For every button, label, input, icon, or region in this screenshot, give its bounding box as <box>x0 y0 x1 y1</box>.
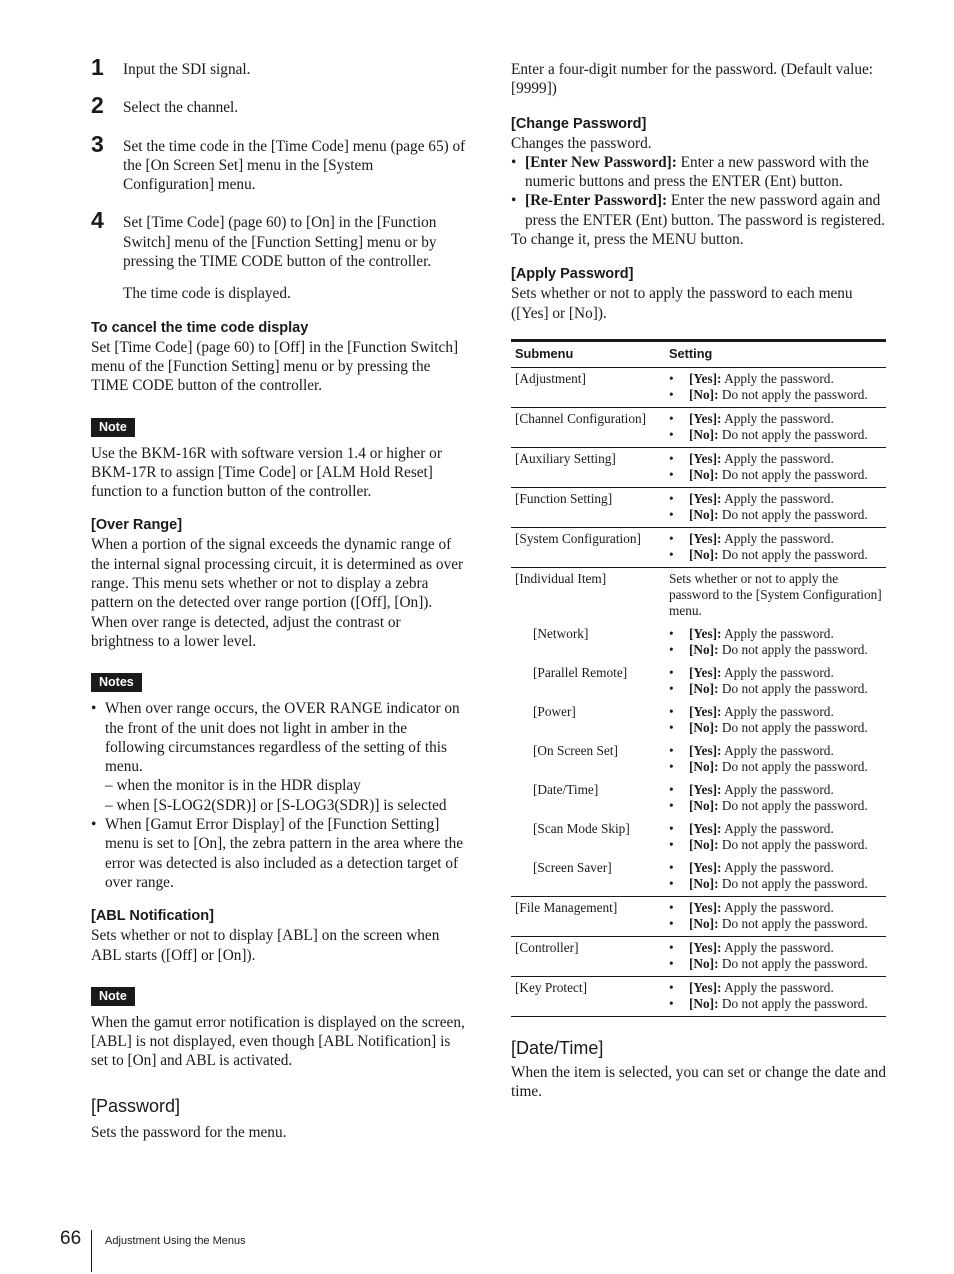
option-yes: • [Yes]: Apply the password. <box>669 821 882 837</box>
option-yes: • [Yes]: Apply the password. <box>669 371 882 387</box>
table-cell-submenu: [Date/Time] <box>533 781 599 797</box>
option-no: • [No]: Do not apply the password. <box>669 996 882 1012</box>
step-text: Set the time code in the [Time Code] menu (page 65) of the [On Screen Set] menu in the [System Configuration] menu. <box>123 137 466 194</box>
step-text: Set [Time Code] (page 60) to [On] in the [Function Switch] menu of the [Function Setting] menu or by pressing the TIME CODE button of the controller. <box>123 214 437 271</box>
step-result: The time code is displayed. <box>123 285 291 303</box>
over-range-text: When a portion of the signal exceeds the dynamic range of the internal signal processing circuit, it is determined as over range. This menu sets whether or not to display a zebra pattern on the detected over range portion ([Off], [On]). <box>91 536 464 612</box>
change-password-list <box>511 153 887 230</box>
footer-section-title: Adjustment Using the Menus <box>105 1235 246 1247</box>
option-yes: • [Yes]: Apply the password. <box>669 704 882 720</box>
step-text: Select the channel. <box>123 99 239 117</box>
step-text: Input the SDI signal. <box>123 61 251 78</box>
table-cell-submenu: [Adjustment] <box>511 367 665 407</box>
option-no: • [No]: Do not apply the password. <box>669 837 882 853</box>
note-badge: Note <box>91 987 135 1006</box>
table-row <box>511 367 886 407</box>
date-time-text: When the item is selected, you can set or change the date and time. <box>511 1063 887 1101</box>
date-time-heading: [Date/Time] <box>511 1037 604 1058</box>
option-no: • [No]: Do not apply the password. <box>669 547 882 563</box>
abl-text: Sets whether or not to display [ABL] on the screen when ABL starts ([Off] or [On]). <box>91 927 440 964</box>
apply-password-text: Sets whether or not to apply the password to each menu ([Yes] or [No]). <box>511 285 853 322</box>
list-item: • [Re-Enter Password]: Enter the new password again and press the ENTER (Ent) button. The password is registered. <box>511 191 887 230</box>
note-text: When the gamut error notification is displayed on the screen, [ABL] is not displayed, even though [ABL Notification] is set to [On] and ABL is activated. <box>91 1013 465 1070</box>
change-password-heading: [Change Password] <box>511 115 647 132</box>
over-range-heading: [Over Range] <box>91 517 183 534</box>
table-cell-setting <box>665 779 886 818</box>
table-header-submenu: Submenu <box>511 340 665 367</box>
table-cell-setting <box>665 527 886 567</box>
option-yes: • [Yes]: Apply the password. <box>669 743 882 759</box>
table-header-setting: Setting <box>665 340 886 367</box>
table-cell-submenu: [Key Protect] <box>511 976 665 1016</box>
table-row <box>511 857 886 897</box>
password-heading: [Password] <box>91 1095 181 1116</box>
option-yes: • [Yes]: Apply the password. <box>669 665 882 681</box>
option-no: • [No]: Do not apply the password. <box>669 427 882 443</box>
footer-divider <box>91 1230 92 1272</box>
list-item: • When [Gamut Error Display] of the [Function Setting] menu is set to [On], the zebra pattern in the area where the error was detected is also included as a detection target of over range. <box>91 815 467 892</box>
cancel-text: Set [Time Code] (page 60) to [Off] in the [Function Switch] menu of the [Function Setting] menu or by pressing the TIME CODE button of the controller. <box>91 338 459 395</box>
step-number: 4 <box>91 207 104 234</box>
step-4 <box>91 207 467 303</box>
note-badge: Note <box>91 418 135 437</box>
option-no: • [No]: Do not apply the password. <box>669 467 882 483</box>
table-cell-submenu: [Scan Mode Skip] <box>533 820 630 836</box>
table-row <box>511 896 886 936</box>
table-cell-submenu: [System Configuration] <box>511 527 665 567</box>
table-row <box>511 527 886 567</box>
table-cell-setting <box>665 407 886 447</box>
table-row <box>511 779 886 818</box>
option-no: • [No]: Do not apply the password. <box>669 720 882 736</box>
note-text: Use the BKM-16R with software version 1.4 or higher or BKM-17R to assign [Time Code] or [ALM Hold Reset] function to a function button of the controller. <box>91 444 442 501</box>
table-cell-submenu: [Power] <box>533 703 576 719</box>
table-row <box>511 447 886 487</box>
step-2 <box>91 92 467 119</box>
option-yes: • [Yes]: Apply the password. <box>669 980 882 996</box>
left-column <box>91 54 467 1142</box>
table-cell-submenu: [Channel Configuration] <box>511 407 665 447</box>
table-row <box>511 623 886 662</box>
list-item: • [Enter New Password]: Enter a new password with the numeric buttons and press the ENTER (Ent) button. <box>511 153 887 192</box>
step-number: 2 <box>91 92 104 119</box>
apply-password-heading: [Apply Password] <box>511 266 634 283</box>
notes-list <box>91 699 467 892</box>
table-cell-setting <box>665 740 886 779</box>
dash-item: – when [S-LOG2(SDR)] or [S-LOG3(SDR)] is selected <box>105 796 447 814</box>
table-cell-setting: Sets whether or not to apply the password to the [System Configuration] menu. <box>669 570 882 618</box>
table-cell-submenu: [On Screen Set] <box>533 742 618 758</box>
step-number: 1 <box>91 54 104 80</box>
table-cell-setting <box>665 623 886 662</box>
password-intro: Enter a four-digit number for the password. (Default value: [9999]) <box>511 61 874 98</box>
table-cell-submenu: [Auxiliary Setting] <box>511 447 665 487</box>
table-row <box>511 567 886 623</box>
option-yes: • [Yes]: Apply the password. <box>669 782 882 798</box>
notes-badge: Notes <box>91 673 142 692</box>
table-cell-setting <box>665 896 886 936</box>
over-range-text-2: When over range is detected, adjust the contrast or brightness to a lower level. <box>91 613 401 650</box>
list-item: • When over range occurs, the OVER RANGE indicator on the front of the unit does not light in amber in the following circumstances regardless of the setting of this menu. – when the monitor is in the HDR display – when [S-LOG2(SDR)] or [S-LOG3(SDR)] is selected <box>91 699 467 815</box>
step-3 <box>91 130 467 195</box>
abl-heading: [ABL Notification] <box>91 908 214 925</box>
table-cell-setting <box>665 976 886 1016</box>
option-yes: • [Yes]: Apply the password. <box>669 940 882 956</box>
table-cell-setting <box>665 487 886 527</box>
apply-password-table <box>511 339 886 1017</box>
option-yes: • [Yes]: Apply the password. <box>669 451 882 467</box>
table-cell-submenu: [File Management] <box>511 896 665 936</box>
step-number: 3 <box>91 130 104 157</box>
table-row <box>511 701 886 740</box>
table-cell-submenu: [Screen Saver] <box>511 857 665 897</box>
option-no: • [No]: Do not apply the password. <box>669 642 882 658</box>
table-cell-setting <box>665 447 886 487</box>
option-no: • [No]: Do not apply the password. <box>669 387 882 403</box>
table-cell-setting <box>665 818 886 857</box>
option-no: • [No]: Do not apply the password. <box>669 876 882 892</box>
option-no: • [No]: Do not apply the password. <box>669 681 882 697</box>
table-cell-submenu: [Parallel Remote] <box>533 664 628 680</box>
table-cell-setting <box>665 936 886 976</box>
option-no: • [No]: Do not apply the password. <box>669 507 882 523</box>
change-password-footer: To change it, press the MENU button. <box>511 231 744 249</box>
table-row <box>511 818 886 857</box>
table-cell-setting <box>665 857 886 897</box>
table-row <box>511 740 886 779</box>
option-yes: • [Yes]: Apply the password. <box>669 900 882 916</box>
option-no: • [No]: Do not apply the password. <box>669 916 882 932</box>
option-yes: • [Yes]: Apply the password. <box>669 491 882 507</box>
cancel-heading: To cancel the time code display <box>91 319 309 336</box>
table-row <box>511 976 886 1016</box>
table-cell-setting <box>665 367 886 407</box>
table-row <box>511 936 886 976</box>
step-1 <box>91 54 467 80</box>
table-cell-submenu: [Individual Item] <box>515 570 607 586</box>
table-cell-setting <box>665 701 886 740</box>
change-password-text: Changes the password. <box>511 134 652 152</box>
option-yes: • [Yes]: Apply the password. <box>669 411 882 427</box>
table-row <box>511 662 886 701</box>
right-column <box>511 60 887 1102</box>
option-yes: • [Yes]: Apply the password. <box>669 860 882 876</box>
option-no: • [No]: Do not apply the password. <box>669 956 882 972</box>
table-row <box>511 487 886 527</box>
password-text: Sets the password for the menu. <box>91 1123 287 1141</box>
table-cell-submenu: [Function Setting] <box>511 487 665 527</box>
dash-item: – when the monitor is in the HDR display <box>105 777 361 795</box>
option-no: • [No]: Do not apply the password. <box>669 759 882 775</box>
option-no: • [No]: Do not apply the password. <box>669 798 882 814</box>
table-cell-submenu: [Network] <box>533 625 589 641</box>
table-row <box>511 407 886 447</box>
page-number: 66 <box>60 1228 82 1249</box>
table-cell-setting <box>665 662 886 701</box>
option-yes: • [Yes]: Apply the password. <box>669 626 882 642</box>
option-yes: • [Yes]: Apply the password. <box>669 531 882 547</box>
table-cell-submenu: [Controller] <box>511 936 665 976</box>
